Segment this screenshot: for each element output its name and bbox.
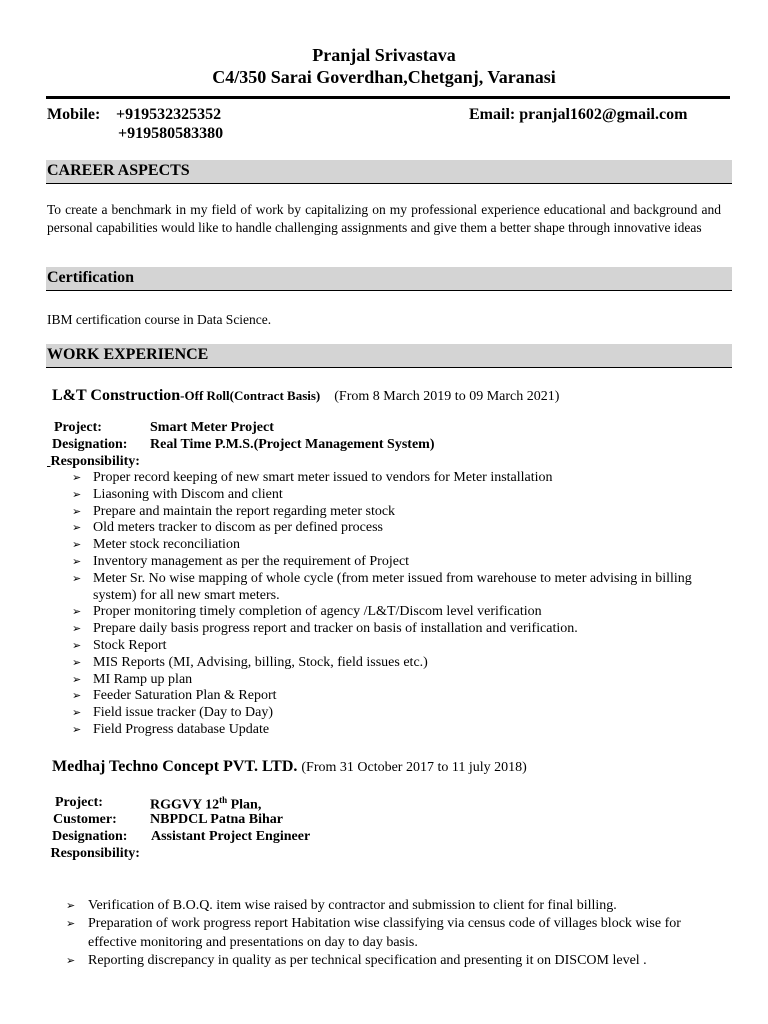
responsibility-item [66,952,726,970]
responsibility-text: Old meters tracker to discom as per defined process [93,520,384,536]
arrow-bullet-icon: ➢ [72,487,82,501]
arrow-bullet-icon: ➢ [72,689,82,703]
section-title: CAREER ASPECTS [47,162,190,179]
section-career-aspects [46,160,732,184]
section-certification [46,267,732,291]
responsibility-item [72,604,722,621]
responsibility-item [72,638,722,655]
designation-label: Designation: [52,437,128,452]
arrow-bullet-icon: ➢ [72,504,82,518]
candidate-name: Pranjal Srivastava [312,45,456,65]
responsibility-label: Responsibility: [50,846,140,861]
arrow-bullet-icon: ➢ [72,521,82,535]
responsibility-item [72,705,722,722]
mobile-label: Mobile: [47,106,101,123]
project-value: Smart Meter Project [150,420,274,435]
responsibility-list [66,897,726,970]
certification-text: IBM certification course in Data Science. [47,312,272,327]
project-label: Project: [55,795,103,810]
responsibility-text: Prepare and maintain the report regarding meter stock [93,503,396,519]
company-name: Medhaj Techno Concept PVT. LTD. [52,758,298,775]
arrow-bullet-icon: ➢ [66,953,76,967]
responsibility-text: Meter stock reconciliation [93,537,240,553]
arrow-bullet-icon: ➢ [72,706,82,720]
responsibility-text: Liasoning with Discom and client [93,486,283,502]
arrow-bullet-icon: ➢ [72,722,82,736]
responsibility-item [72,520,722,537]
arrow-bullet-icon: ➢ [72,554,82,568]
company-name: L&T Construction [52,387,181,404]
project-value: RGGVY 12th Plan, [150,795,262,813]
responsibility-text: Feeder Saturation Plan & Report [93,688,277,704]
mobile-number-1: +919532325352 [116,106,222,123]
designation-value: Assistant Project Engineer [151,829,311,844]
responsibility-text: Reporting discrepancy in quality as per technical specification and presenting it on DISCOM level . [88,952,647,968]
responsibility-item [72,470,722,487]
designation-value: Real Time P.M.S.(Project Management System) [150,437,435,452]
project-label: Project: [54,420,102,435]
responsibility-item [72,655,722,672]
customer-value: NBPDCL Patna Bihar [150,812,284,827]
company-employment-type: -Off Roll(Contract Basis) [180,388,321,403]
responsibility-item [66,915,726,952]
responsibility-text: MI Ramp up plan [93,671,193,687]
responsibility-item [72,487,722,504]
arrow-bullet-icon: ➢ [72,672,82,686]
job-heading [52,758,527,776]
arrow-bullet-icon: ➢ [72,538,82,552]
responsibility-list [72,470,722,739]
arrow-bullet-icon: ➢ [72,638,82,652]
responsibility-text: Stock Report [93,637,167,653]
responsibility-text: Field Progress database Update [93,721,270,737]
responsibility-item [72,621,722,638]
mobile-number-2: +919580583380 [118,125,224,142]
job-heading [52,387,559,405]
arrow-bullet-icon: ➢ [72,655,82,669]
arrow-bullet-icon: ➢ [72,622,82,636]
job-period: (From 31 October 2017 to 11 july 2018) [301,760,527,775]
responsibility-item [72,554,722,571]
responsibility-item [72,571,722,605]
responsibility-text: Proper monitoring timely completion of agency /L&T/Discom level verification [93,604,542,620]
job-period: (From 8 March 2019 to 09 March 2021) [334,389,560,404]
section-work-experience [46,344,732,368]
designation-label: Designation: [52,829,128,844]
customer-label: Customer: [53,812,117,827]
responsibility-item [72,688,722,705]
arrow-bullet-icon: ➢ [66,899,76,912]
responsibility-item [72,537,722,554]
responsibility-text: Inventory management as per the requirement of Project [93,553,410,569]
candidate-address: C4/350 Sarai Goverdhan,Chetganj, Varanasi [212,67,556,87]
responsibility-text: Proper record keeping of new smart meter issued to vendors for Meter installation [93,470,553,485]
career-objective: To create a benchmark in my field of work by capitalizing on my professional experience educational and background and personal capabilities would like to handle challenging assignments and give them a better shape through innovative ideas [47,202,721,235]
arrow-bullet-icon: ➢ [72,571,82,585]
responsibility-text: Meter Sr. No wise mapping of whole cycle (from meter issued from warehouse to meter advising in billing system) for all new smart meters. [93,570,692,603]
responsibility-label: Responsibility: [50,454,140,469]
arrow-bullet-icon: ➢ [72,605,82,619]
section-title: WORK EXPERIENCE [47,346,209,363]
responsibility-text: Prepare daily basis progress report and tracker on basis of installation and verification. [93,621,578,637]
arrow-bullet-icon: ➢ [66,917,76,931]
header-divider [46,96,730,99]
responsibility-text: Field issue tracker (Day to Day) [93,705,273,721]
section-title: Certification [47,269,135,286]
responsibility-text: Preparation of work progress report Habitation wise classifying via census code of villages block wise for effective monitoring and presentations on day to day basis. [88,916,681,950]
responsibility-item [72,504,722,521]
responsibility-text: Verification of B.O.Q. item wise raised by contractor and submission to client for final billing. [88,898,617,913]
arrow-bullet-icon: ➢ [72,471,82,484]
responsibility-item [66,897,726,915]
email: Email: pranjal1602@gmail.com [469,106,688,123]
responsibility-item [72,722,722,739]
responsibility-text: MIS Reports (MI, Advising, billing, Stock, field issues etc.) [93,654,428,670]
responsibility-item [72,672,722,689]
